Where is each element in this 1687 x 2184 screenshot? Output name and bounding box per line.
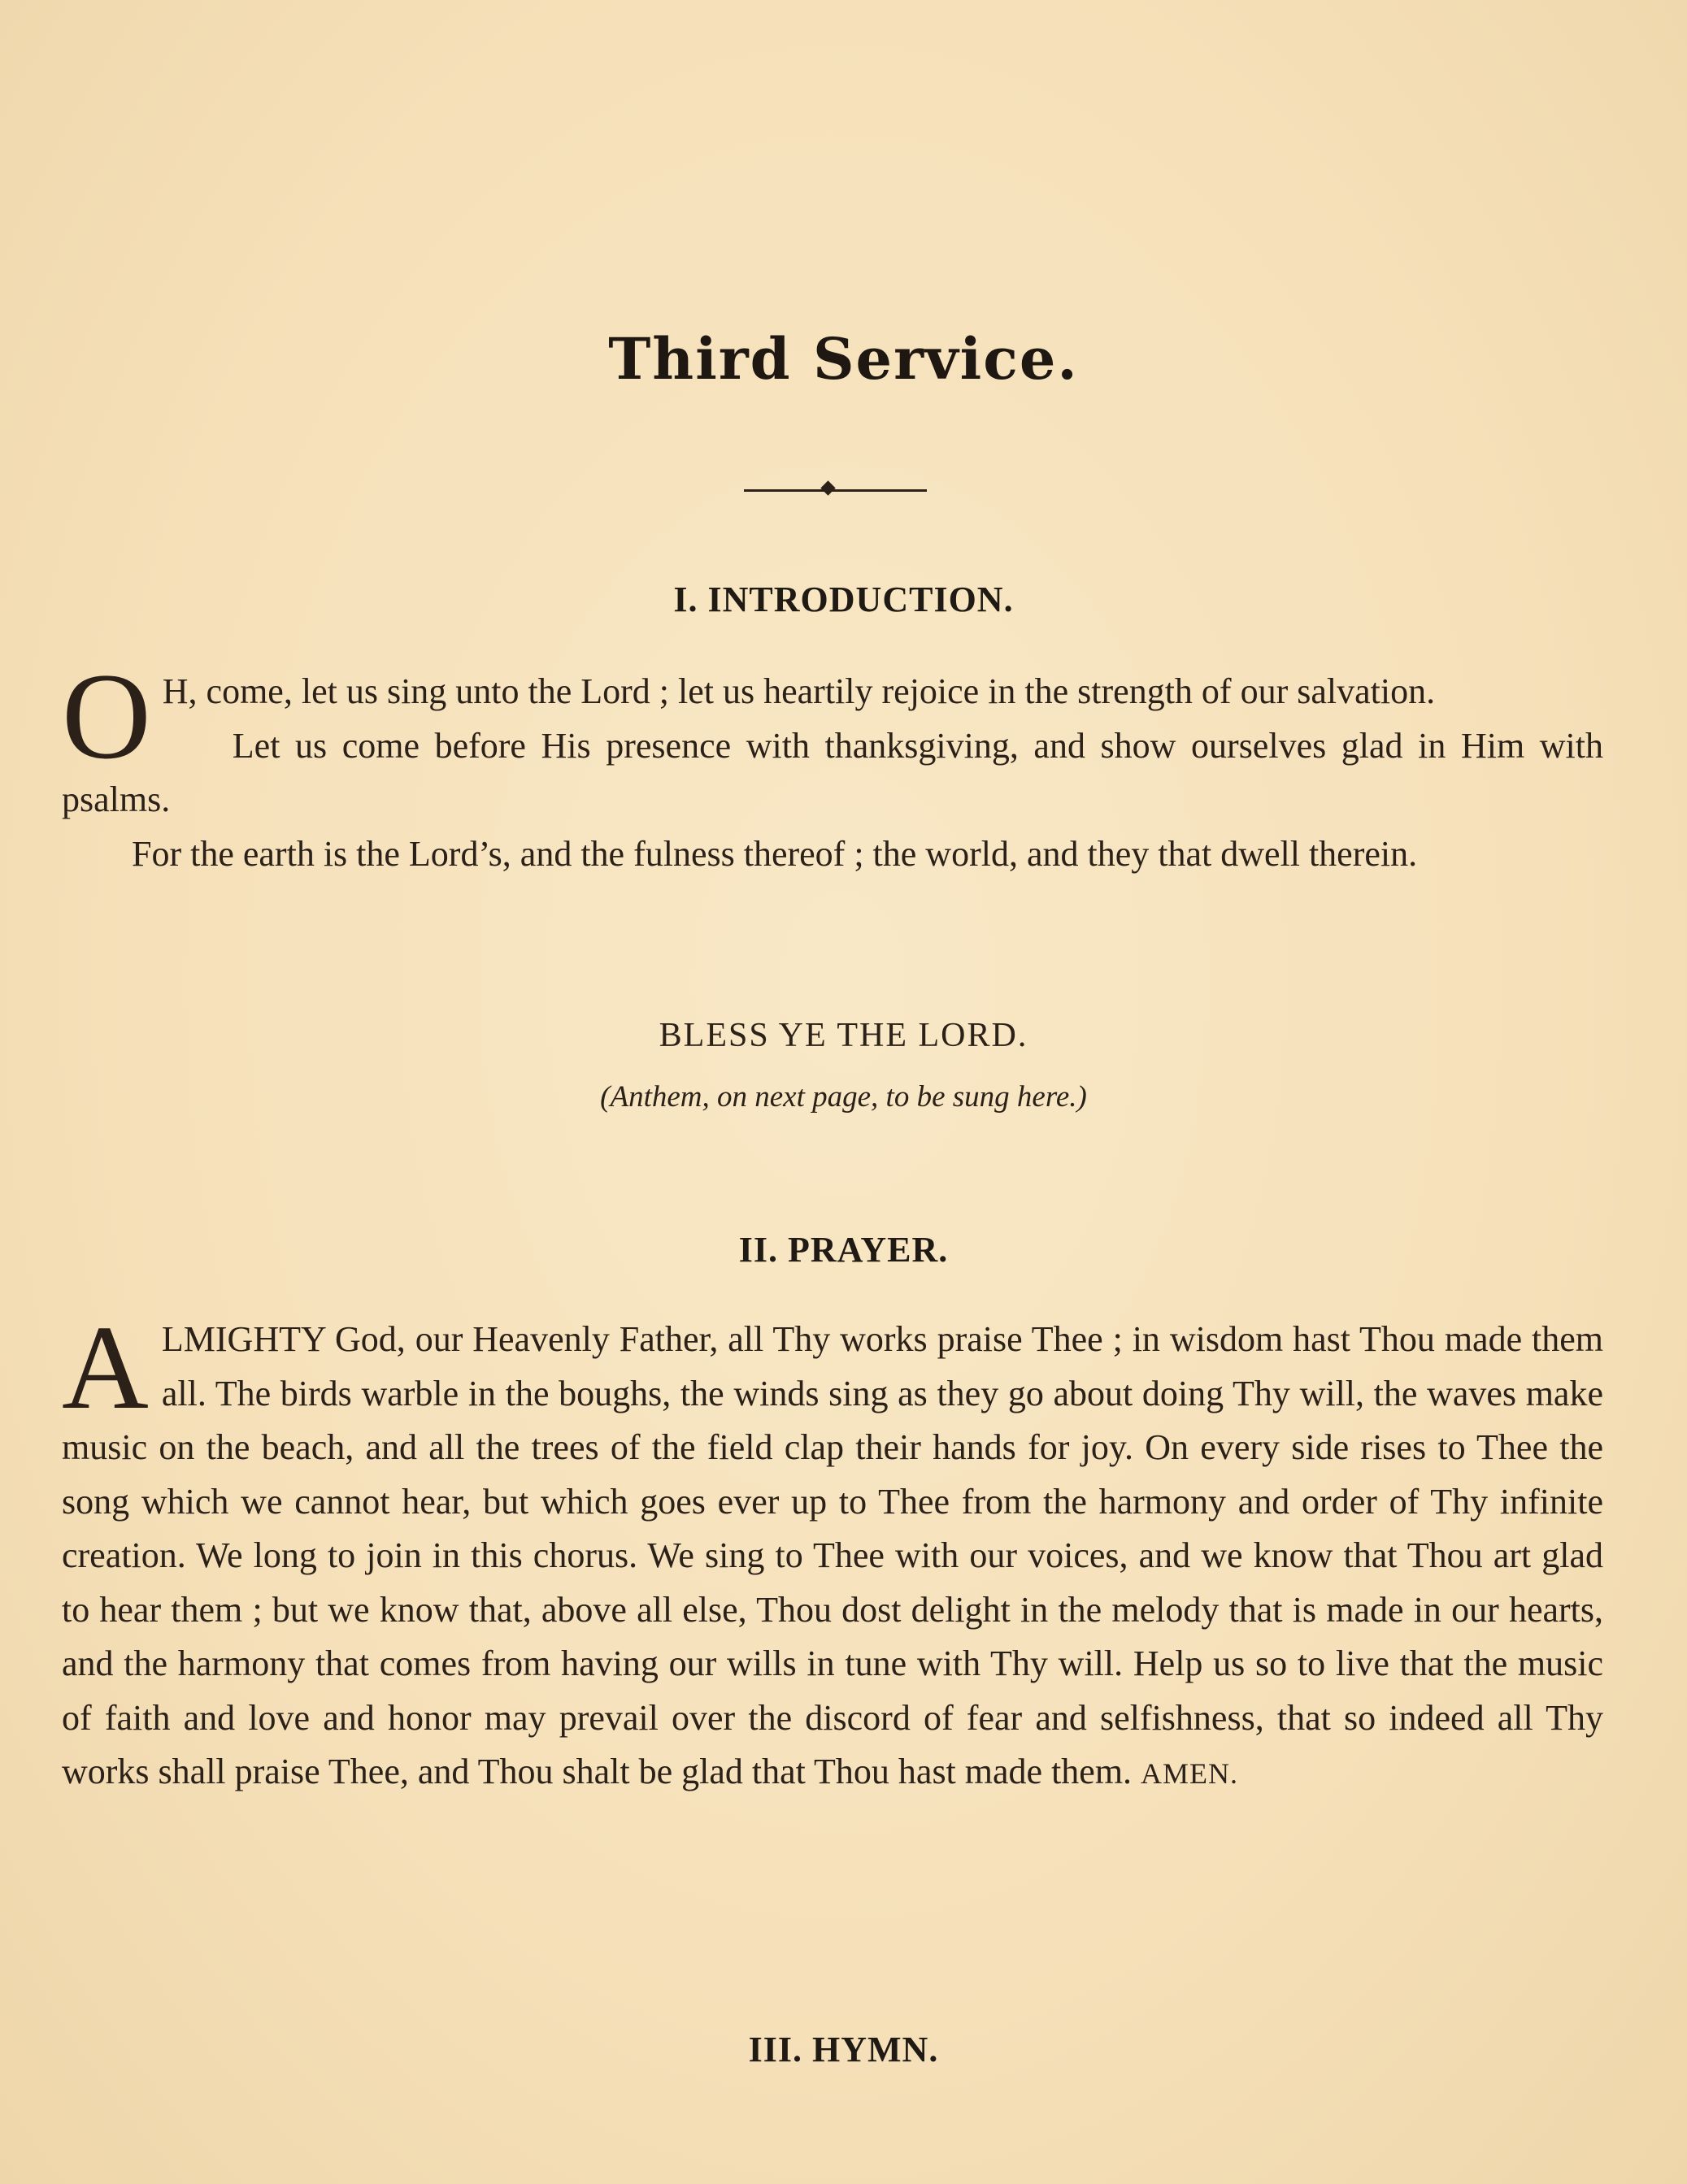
prayer-paragraph — [62, 1301, 1603, 1801]
introduction-paragraph-1-text: H, come, let us sing unto the Lord ; let us heartily rejoice in the strength of our salvation. — [162, 671, 1436, 711]
amen-word: AMEN. — [1141, 1757, 1239, 1790]
introduction-text — [62, 648, 1603, 881]
prayer-body: LMIGHTY God, our Heavenly Father, all Thy works praise Thee ; in wisdom hast Thou made them all. The birds warble in the boughs, the winds sing as they go about doing Thy will, the waves make music on the beach, and all the trees of the field clap their hands for joy. On every side rises to Thee the song which we cannot hear, but which goes ever up to Thee from the harmony and order of Thy infinite creation. We long to join in this chorus. We sing to Thee with our voices, and we know that Thou art glad to hear them ; but we know that, above all else, Thou dost delight in the melody that is made in our hearts, and the harmony that comes from having our wills in tune with Thy will. Help us so to live that the music of faith and love and honor may prevail over the discord of fear and selfishness, that so indeed all Thy works shall praise Thee, and Thou shalt be glad that Thou hast made them. — [62, 1319, 1603, 1791]
prayer-text — [62, 1301, 1603, 1801]
section-heading-introduction: I. INTRODUCTION. — [673, 580, 1014, 619]
ornamental-divider — [744, 489, 927, 492]
anthem-title: BLESS YE THE LORD. — [659, 1017, 1028, 1054]
anthem-note: (Anthem, on next page, to be sung here.) — [600, 1080, 1087, 1114]
dropcap-letter: A — [62, 1301, 149, 1435]
dropcap-letter: O — [62, 648, 151, 784]
divider-diamond-icon — [820, 480, 835, 495]
introduction-paragraph-3: For the earth is the Lord’s, and the fulness thereof ; the world, and they that dwell therein. — [132, 833, 1418, 874]
introduction-paragraph-2: Let us come before His presence with thanksgiving, and show ourselves glad in Him with psalms. — [62, 725, 1603, 819]
page-title: Third Service. — [608, 325, 1079, 393]
section-heading-hymn: III. HYMN. — [748, 2030, 939, 2069]
section-heading-prayer: II. PRAYER. — [738, 1230, 949, 1270]
